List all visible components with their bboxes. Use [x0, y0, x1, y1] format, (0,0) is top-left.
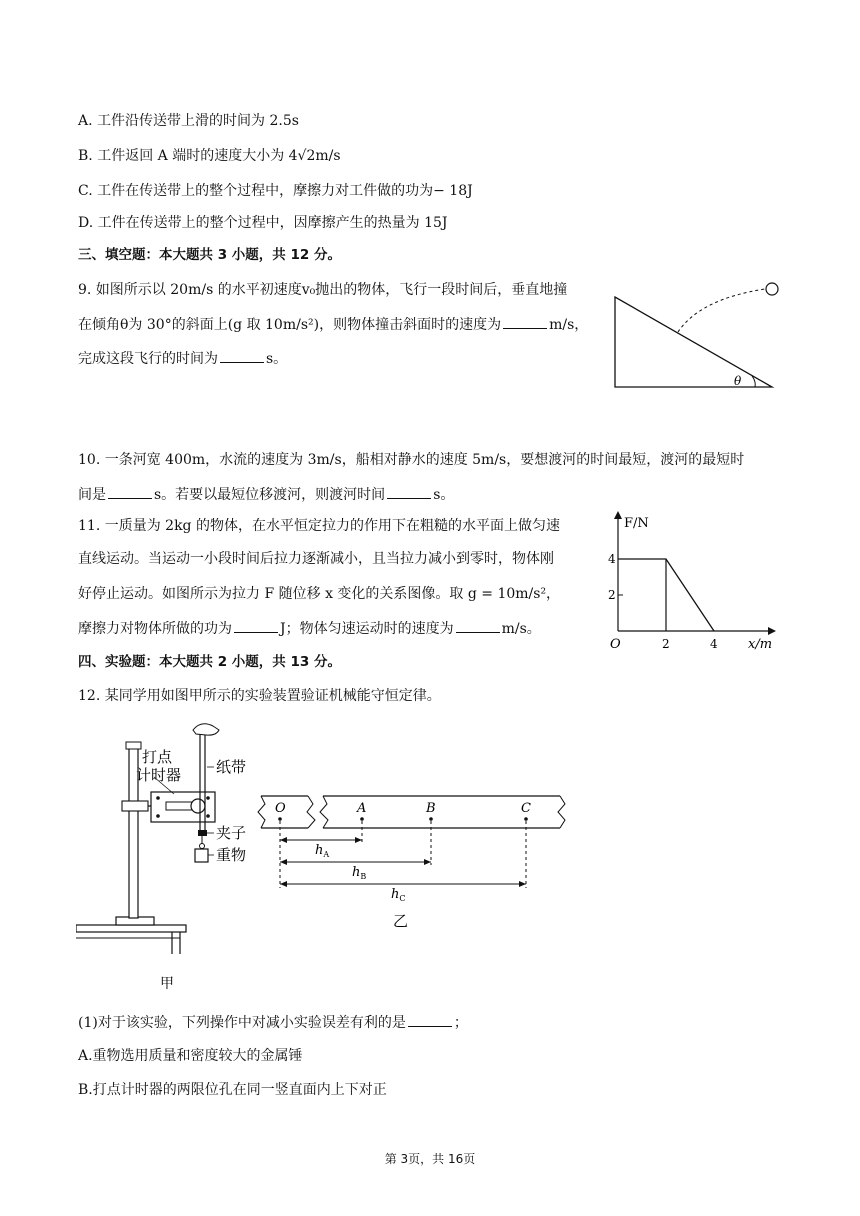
q9-unit: s。 — [266, 351, 288, 367]
tape-figure — [255, 790, 575, 932]
answer-blank — [456, 618, 500, 633]
incline-triangle — [615, 297, 772, 387]
x-tick-label-2: 2 — [662, 637, 670, 651]
q11-line-3: 好停止运动。如图所示为拉力 F 随位移 x 变化的关系图像。取 g = 10m/s²， — [78, 586, 561, 602]
q10-text: 间是 — [78, 487, 106, 503]
table-top — [76, 925, 186, 932]
q9-line-3 — [78, 348, 287, 369]
theta-label: θ — [734, 374, 742, 388]
y-axis-arrow — [614, 511, 622, 519]
figure-caption-b: 乙 — [393, 912, 409, 930]
screw — [156, 814, 160, 818]
point-o-label: O — [275, 801, 286, 816]
origin-label: O — [610, 637, 621, 652]
tape-dot — [524, 817, 528, 821]
figure-caption-a: 甲 — [160, 976, 174, 992]
y-tick-label-2: 2 — [608, 588, 616, 602]
section-heading-experiment: 四、实验题：本大题共 2 小题，共 13 分。 — [78, 654, 341, 670]
hb-label: $h_B$ — [352, 865, 367, 881]
q12-part-1 — [78, 1012, 468, 1033]
trajectory-path — [678, 289, 765, 332]
screw — [156, 796, 160, 800]
point-c-label: C — [521, 801, 531, 816]
answer-blank — [503, 314, 547, 329]
rod-cap — [126, 742, 141, 749]
q11-line-4 — [78, 618, 541, 639]
option-d: D. 工件在传送带上的整个过程中，因摩擦产生的热量为 15J — [78, 215, 448, 231]
tape-label: 纸带 — [216, 758, 247, 776]
tape-dot — [360, 817, 364, 821]
clip — [198, 830, 207, 836]
answer-blank — [387, 484, 431, 499]
timer-head — [191, 799, 205, 813]
point-b-label: B — [426, 801, 436, 816]
timer-label-2: 计时器 — [136, 766, 182, 784]
q9-text: 完成这段飞行的时间为 — [78, 351, 218, 367]
option-b: B. 工件返回 A 端时的速度大小为 4√2m/s — [78, 148, 341, 164]
arrowhead — [519, 881, 526, 887]
arrowhead — [424, 859, 431, 865]
page-footer: 第 3页，共 16页 — [384, 1152, 476, 1166]
timer-label-1: 打点 — [142, 748, 173, 766]
arrowhead — [280, 859, 287, 865]
ha-label: $h_A$ — [315, 843, 330, 859]
x-axis-label: x/m — [748, 637, 773, 652]
q9-line-1: 9. 如图所示以 20m/s 的水平初速度v₀抛出的物体，飞行一段时间后，垂直地撞 — [78, 282, 568, 298]
q11-text: J；物体匀速运动时的速度为 — [280, 621, 454, 637]
x-tick-label-4: 4 — [710, 637, 718, 651]
tape-dot — [278, 817, 282, 821]
answer-blank — [408, 1012, 452, 1027]
q12-option-a: A.重物选用质量和密度较大的金属锤 — [78, 1048, 303, 1064]
answer-blank — [220, 348, 264, 363]
tape-dot — [429, 817, 433, 821]
section-heading-fill-in: 三、填空题：本大题共 3 小题，共 12 分。 — [78, 247, 341, 263]
q11-text: 摩擦力对物体所做的功为 — [78, 621, 232, 637]
arrowhead — [280, 881, 287, 887]
clip-label: 夹子 — [216, 824, 247, 842]
q10-unit: s。 — [433, 487, 455, 503]
weight-block — [195, 849, 208, 862]
tape-tear — [307, 796, 315, 828]
y-axis-label: F/N — [624, 516, 649, 531]
q10-line-2 — [78, 484, 454, 505]
q12-line-1: 12. 某同学用如图甲所示的实验装置验证机械能守恒定律。 — [78, 688, 441, 704]
weight-label: 重物 — [216, 846, 247, 864]
tape-tear — [320, 796, 328, 828]
q9-text: 在倾角θ为 30°的斜面上(g 取 10m/s²)，则物体撞击斜面时的速度为 — [78, 317, 502, 333]
q9-unit: m/s， — [549, 317, 589, 333]
apparatus-figure — [76, 722, 266, 994]
q10-text: s。若要以最短位移渡河，则渡河时间 — [154, 487, 386, 503]
y-tick-label-4: 4 — [608, 552, 616, 566]
q12-text: ； — [453, 1015, 468, 1031]
arrowhead — [280, 837, 287, 843]
screw — [206, 814, 210, 818]
point-a-label: A — [357, 801, 367, 816]
timer-body — [166, 802, 192, 810]
q12-option-b: B.打点计时器的两限位孔在同一竖直面内上下对正 — [78, 1082, 387, 1098]
q9-line-2 — [78, 314, 588, 335]
option-c: C. 工件在传送带上的整个过程中，摩擦力对工件做的功为− 18J — [78, 183, 473, 199]
q10-line-1: 10. 一条河宽 400m，水流的速度为 3m/s，船相对静水的速度 5m/s，要想渡河的时间最短，渡河的最短时 — [78, 452, 745, 468]
hc-label: $h_C$ — [391, 887, 406, 903]
q11-line-2: 直线运动。当运动一小段时间后拉力逐渐减小，且当拉力减小到零时，物体刚 — [78, 551, 554, 567]
q11-line-1: 11. 一质量为 2kg 的物体，在水平恒定拉力的作用下在粗糙的水平面上做匀速 — [78, 518, 560, 534]
arrowhead — [355, 837, 362, 843]
x-axis-arrow — [768, 627, 776, 635]
q11-unit: m/s。 — [501, 621, 541, 637]
force-displacement-graph — [600, 505, 790, 655]
tape-tear — [258, 796, 265, 828]
tape-tear — [558, 796, 565, 828]
answer-blank — [234, 618, 278, 633]
screw — [206, 796, 210, 800]
incline-figure — [600, 275, 790, 395]
answer-blank — [108, 484, 152, 499]
q12-text: (1)对于该实验，下列操作中对减小实验误差有利的是 — [78, 1015, 406, 1031]
hand-icon — [193, 724, 219, 735]
option-a: A. 工件沿传送带上滑的时间为 2.5s — [78, 113, 299, 129]
hook — [200, 844, 205, 849]
clamp — [122, 801, 148, 811]
ball — [766, 283, 778, 295]
